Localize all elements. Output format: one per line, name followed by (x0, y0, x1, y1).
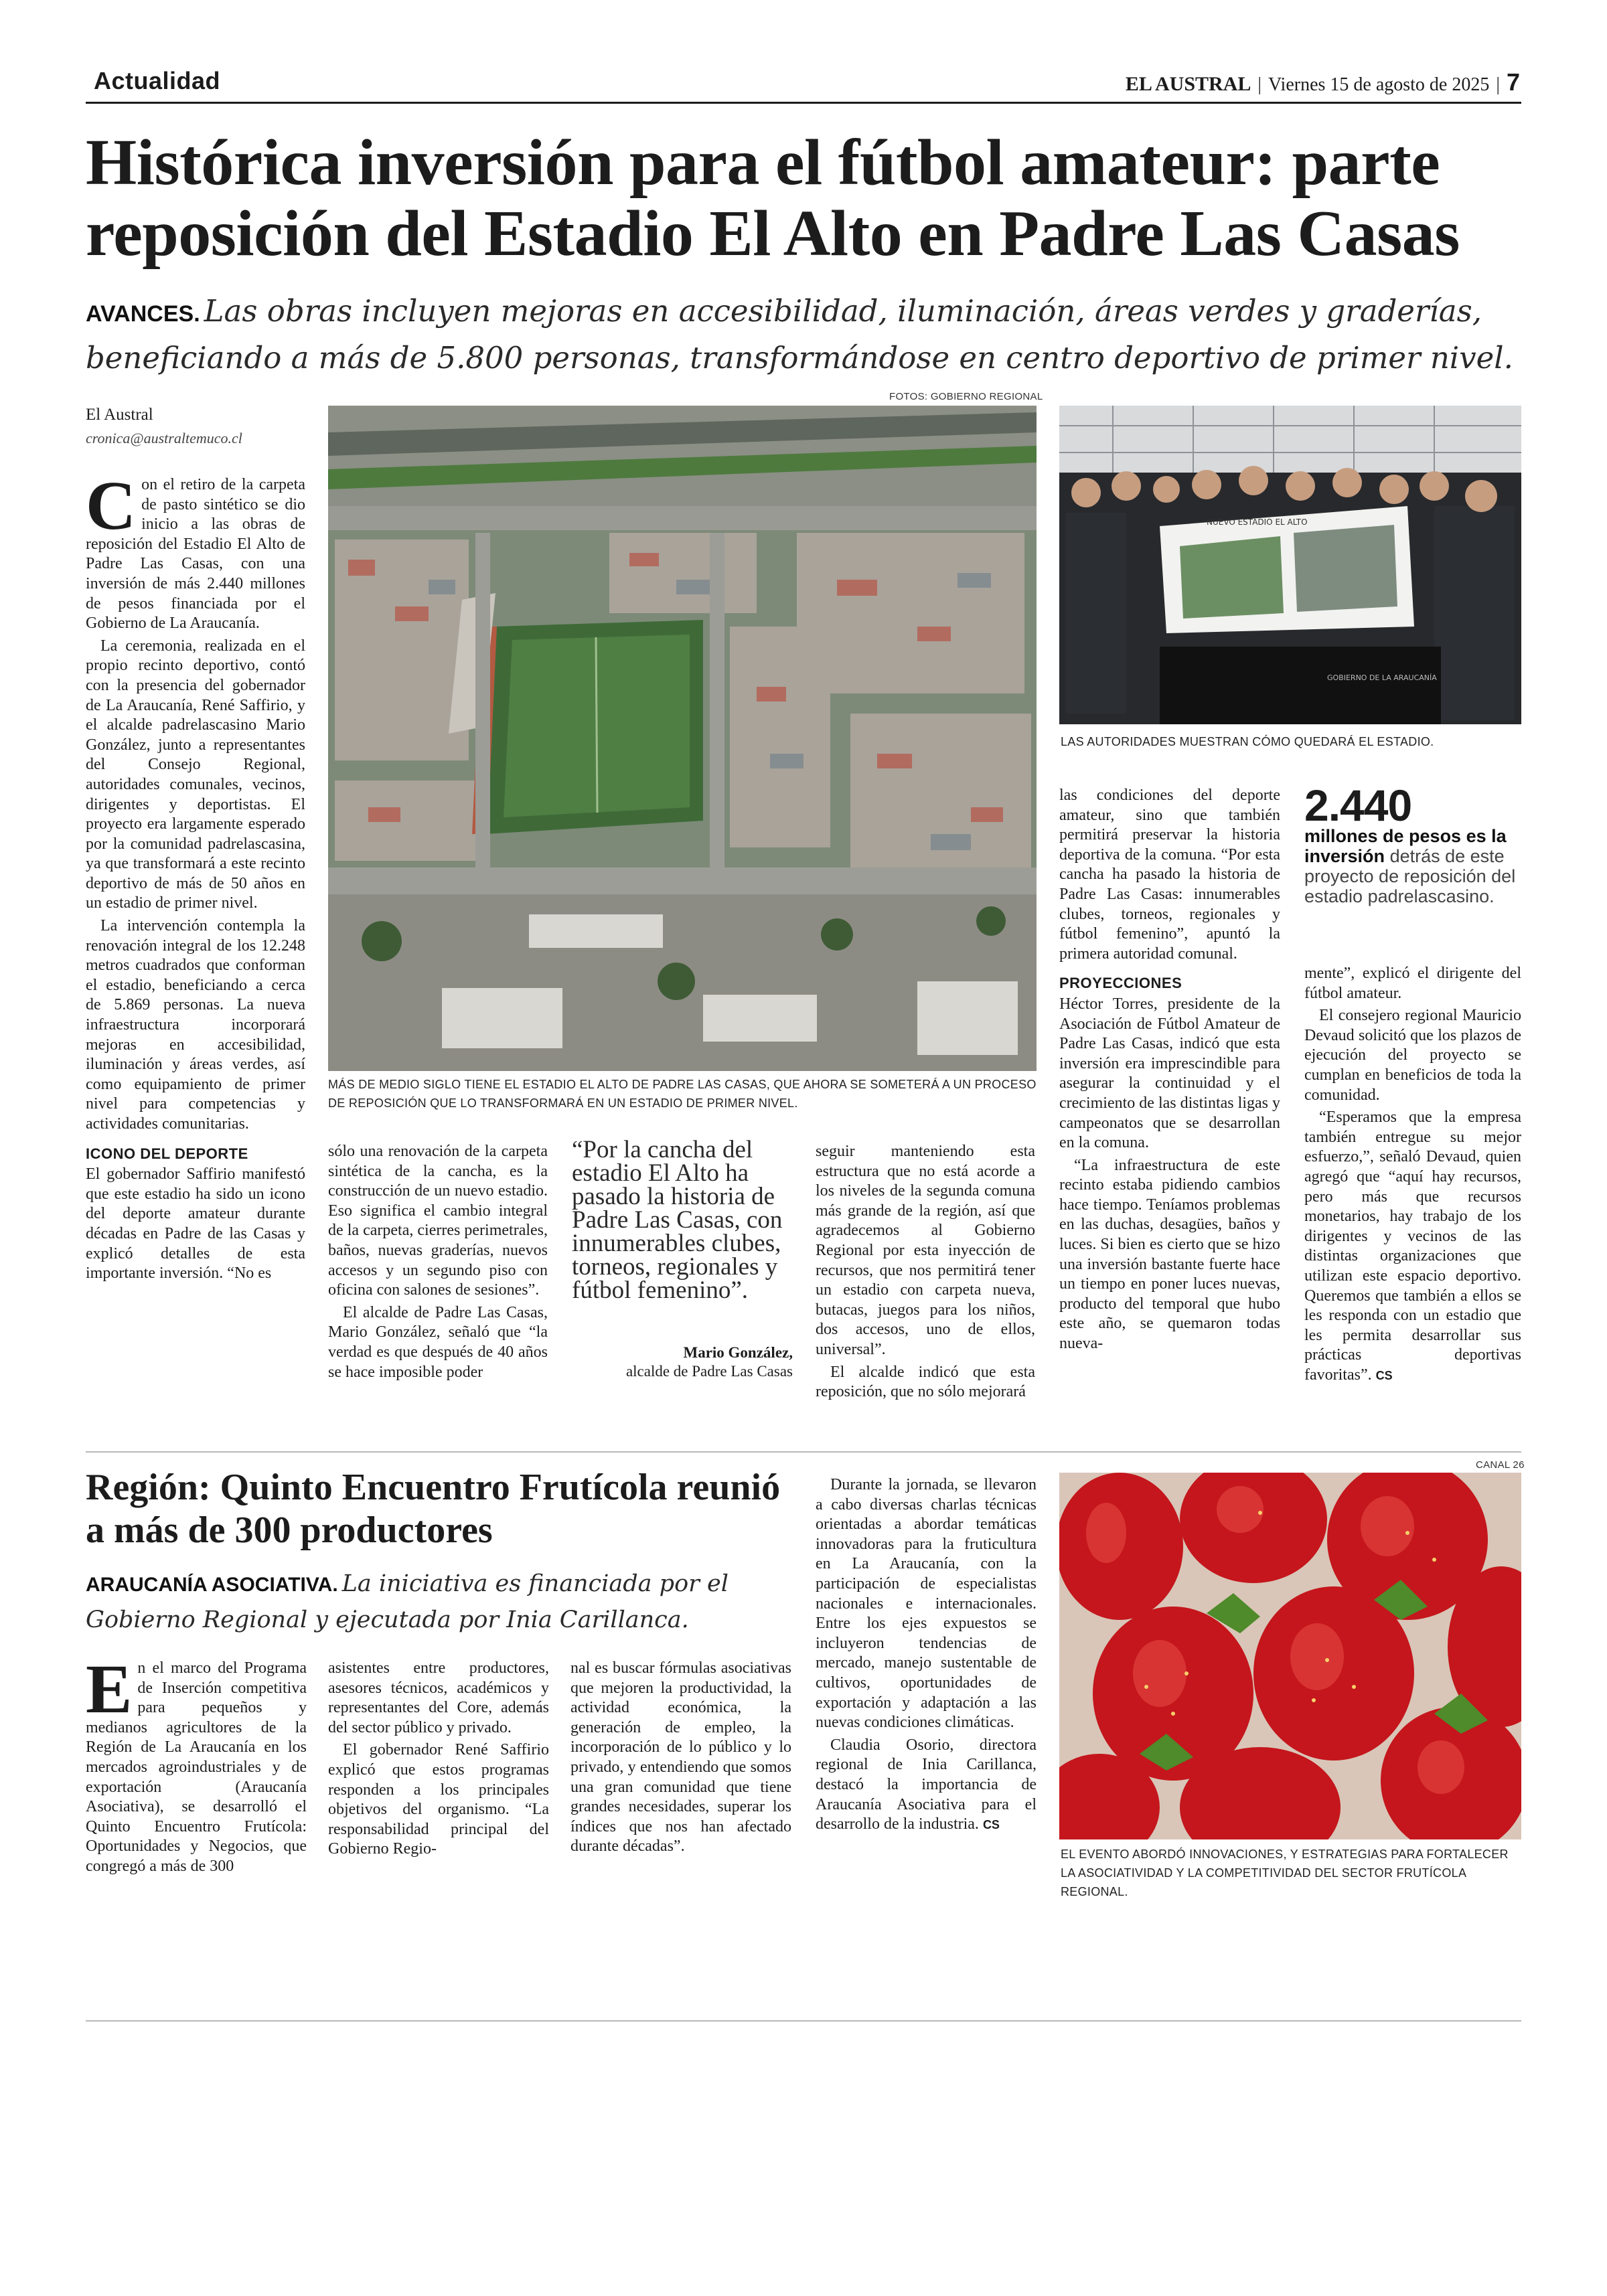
authorities-group-photo (1059, 406, 1521, 724)
article-column-6 (1304, 964, 1521, 1388)
page-number: 7 (1506, 68, 1520, 96)
byline-email: cronica@australtemuco.cl (86, 430, 242, 446)
article-deck (86, 1566, 789, 1637)
paragraph: El alcalde de Padre Las Casas, Mario González, señaló que “la verdad es que después de 40 años se hace imposible poder (328, 1303, 548, 1381)
stat-detail: detrás de este proyecto de reposición del estadio padrelascasino. (1304, 846, 1516, 906)
pull-quote: “Por la cancha del estadio El Alto ha pasado la historia de Padre Las Casas, con innumerables clubes, torneos, regionales y fútbol femenino”. (572, 1136, 783, 1304)
article-headline: Región: Quinto Encuentro Frutícola reunió a más de 300 productores (86, 1467, 781, 1551)
banner-text: NUEVO ESTADIO EL ALTO (1207, 517, 1308, 527)
photo-caption: EL EVENTO ABORDÓ INNOVACIONES, Y ESTRATEGIAS PARA FORTALECER LA ASOCIATIVIDAD Y LA COMPETITIVIDAD DEL SECTOR FRUTÍCOLA REGIONAL. (1061, 1848, 1509, 1898)
deck-kicker: ARAUCANÍA ASOCIATIVA. (86, 1574, 338, 1596)
article-headline: Histórica inversión para el fútbol amateur: parte reposición del Estadio El Alto en Padre Las Casas (86, 127, 1460, 270)
header-separator: | (1496, 74, 1500, 95)
paragraph: sólo una renovación de la carpeta sintética de la cancha, es la construcción de un nuevo estadio. Eso significa el cambio integral de la carpeta, cierres perimetrales, baños, nuevas graderías, nuevos accesos y un segundo piso con oficina con salones de sesiones”. (328, 1143, 548, 1299)
article2-column-1 (86, 1651, 307, 1880)
paragraph: El gobernador René Saffirio explicó que estos programas responden a los principales objetivos del organismo. “La responsabilidad principal del Gobierno Regio- (328, 1741, 549, 1858)
header-rule (86, 102, 1521, 104)
photo-credit: CANAL 26 (1476, 1459, 1525, 1471)
article-deck (86, 289, 1545, 380)
article2-column-2 (328, 1659, 549, 1862)
paragraph: asistentes entre productores, asesores técnicos, académicos y representantes del Core, además del sector público y privado. (328, 1659, 549, 1736)
paragraph: Héctor Torres, presidente de la Asociación de Fútbol Amateur de Padre Las Casas, indicó que esta inversión era imprescindible para asegurar la continuidad y el crecimiento de las distintas ligas y campeonatos que se desarrollan en la comuna. (1059, 995, 1280, 1152)
aerial-stadium-photo (328, 406, 1037, 1071)
end-mark: CS (1375, 1368, 1393, 1382)
paragraph: n el marco del Programa de Inserción competitiva para pequeños y medianos agricultores de la Región de La Araucanía en los mercados agroindustriales y de exportación (Araucanía Asociativa), se desarrolló el Quinto Encuentro Frutícola: Oportunidades y Negocios, que congregó a más de 300 (86, 1659, 307, 1875)
paragraph: mente”, explicó el dirigente del fútbol amateur. (1304, 965, 1521, 1002)
paragraph: La ceremonia, realizada en el propio recinto deportivo, contó con la presencia del gobernador de La Araucanía, René Saffirio, y el alcalde padrelascasino Mario González, junto a representantes del Consejo Regional, autoridades comunales, vecinos, dirigentes y deportistas. El proyecto era largamente esperado por la comunidad padrelascasina, ya que transformará a este recinto deportivo de más de 50 años en un estadio de primer nivel. (86, 637, 305, 912)
end-mark: CS (982, 1818, 1000, 1832)
paragraph: La intervención contempla la renovación integral de los 12.248 metros cuadrados que conforman el estadio, beneficiando a cerca de 5.869 personas. La nueva infraestructura incorporará mejoras en accesibilidad, iluminación y áreas verdes, así como equipamiento de primer nivel para competencias y actividades comunitarias. (86, 917, 305, 1133)
article-divider (86, 1451, 1521, 1453)
newspaper-brand: EL AUSTRAL (1125, 73, 1251, 95)
strawberries-photo (1059, 1473, 1521, 1839)
paragraph (816, 1736, 1037, 1835)
page-bottom-rule (86, 2020, 1521, 2022)
pull-quote-attribution (572, 1343, 793, 1381)
paragraph: nal es buscar fórmulas asociativas que mejoren la productividad, la actividad económica, la generación de empleo, la incorporación de lo público y lo privado, y entendiendo que somos una gran comunidad que tiene grandes necesidades, superar los índices que nos han afectado durante décadas”. (570, 1659, 791, 1856)
deck-text: La iniciativa es financiada por el Gobierno Regional y ejecutada por Inia Carillanca. (86, 1570, 729, 1633)
paragraph-text: Claudia Osorio, directora regional de Inia Carillanca, destacó la importancia de Araucanía Asociativa para el desarrollo de la industria. (816, 1736, 1037, 1833)
paragraph: “La infraestructura de este recinto estaba pidiendo cambios hace tiempo. Teníamos problemas en las duchas, desagües, baños y luces. Si bien es cierto que se hizo una inversión bastante fuerte hace un tiempo en poner luces nuevas, producto del temporal que hubo este año, se quemaron todas nueva- (1059, 1156, 1280, 1353)
issue-date: Viernes 15 de agosto de 2025 (1268, 74, 1490, 95)
photo-credit: FOTOS: GOBIERNO REGIONAL (889, 391, 1043, 402)
paragraph (1304, 1108, 1521, 1386)
subheading: PROYECCIONES (1059, 975, 1182, 992)
article-column-1 (86, 467, 305, 1287)
pull-quote-author: Mario González, (683, 1344, 793, 1361)
pull-quote-role: alcalde de Padre Las Casas (625, 1363, 793, 1380)
article2-column-3 (570, 1659, 791, 1860)
drop-cap: C (86, 467, 137, 544)
paragraph: El consejero regional Mauricio Devaud solicitó que los plazos de ejecución del proyecto se cumplan en beneficios de toda la comunidad. (1304, 1007, 1521, 1104)
deck-text: Las obras incluyen mejoras en accesibilidad, iluminación, áreas verdes y graderías, beneficiando a más de 5.800 personas, transformándose en centro deportivo de primer nivel. (86, 293, 1513, 376)
deck-kicker: AVANCES. (86, 301, 200, 327)
paragraph: las condiciones del deporte amateur, sino que también permitirá preservar la historia deportiva de la comuna. “Por esta cancha ha pasado la historia de Padre Las Casas: innumerables clubes, torneos, regionales y fútbol femenino”, apuntó la primera autoridad comunal. (1059, 787, 1280, 963)
page-header-info (1126, 68, 1520, 96)
stat-number: 2.440 (1304, 781, 1412, 830)
photo-caption: LAS AUTORIDADES MUESTRAN CÓMO QUEDARÁ EL ESTADIO. (1061, 735, 1434, 748)
paragraph: on el retiro de la carpeta de pasto sintético se dio inicio a las obras de reposición del Estadio El Alto de Padre Las Casas, con una inversión de más 2.440 millones de pesos financiada por el Gobierno de La Araucanía. (86, 476, 305, 633)
section-label: Actualidad (94, 67, 221, 94)
byline: El Austral (86, 406, 153, 424)
article-column-4 (816, 1142, 1035, 1405)
podium-text: GOBIERNO DE LA ARAUCANÍA (1327, 673, 1437, 682)
article-column-5 (1059, 786, 1280, 1357)
article-column-2 (328, 1142, 548, 1385)
paragraph: Durante la jornada, se llevaron a cabo diversas charlas técnicas orientadas a abordar temáticas innovadoras para la fruticultura en La Araucanía, con la participación de especialistas nacionales e internacionales. Entre los ejes expuestos se incluyeron tendencias de mercado, manejo sustentable de cultivos, oportunidades de exportación y adaptación a las nuevas condiciones climáticas. (816, 1476, 1037, 1732)
stat-description (1304, 826, 1532, 906)
header-separator: | (1257, 74, 1261, 95)
paragraph: El gobernador Saffirio manifestó que este estadio ha sido un icono del deporte amateur durante décadas en Padre de las Casas y explicó detalles de esta importante inversión. “No es (86, 1165, 305, 1283)
stat-highlight: millones de pesos es la inversión (1304, 826, 1507, 866)
paragraph: seguir manteniendo esta estructura que no está acorde a los niveles de la segunda comuna más grande de la región, así que agradecemos al Gobierno Regional por esta inyección de recursos, que nos permitirá tener un estadio con carpeta nueva, butacas, juegos para los niños, dos accesos, uno de ellos, universal”. (816, 1143, 1035, 1358)
subheading: ICONO DEL DEPORTE (86, 1145, 248, 1162)
article2-column-4 (816, 1475, 1037, 1838)
drop-cap: E (86, 1651, 133, 1728)
paragraph-text: “Esperamos que la empresa también entregue su mejor esfuerzo,”, señaló Devaud, quien agregó que “aquí hay recursos, pero más que recursos monetarios, hay trabajo de los dirigentes y vecinos de las distintas organizaciones que utilizan este espacio deportivo. Queremos que también a ellos se les responda con un estadio que les permita desarrollar sus prácticas deportivas favoritas”. (1304, 1109, 1521, 1384)
paragraph: El alcalde indicó que esta reposición, que no sólo mejorará (816, 1363, 1035, 1401)
photo-caption: MÁS DE MEDIO SIGLO TIENE EL ESTADIO EL ALTO DE PADRE LAS CASAS, QUE AHORA SE SOMETERÁ A UN PROCESO DE REPOSICIÓN QUE LO TRANSFORMARÁ EN UN ESTADIO DE PRIMER NIVEL. (328, 1078, 1037, 1110)
